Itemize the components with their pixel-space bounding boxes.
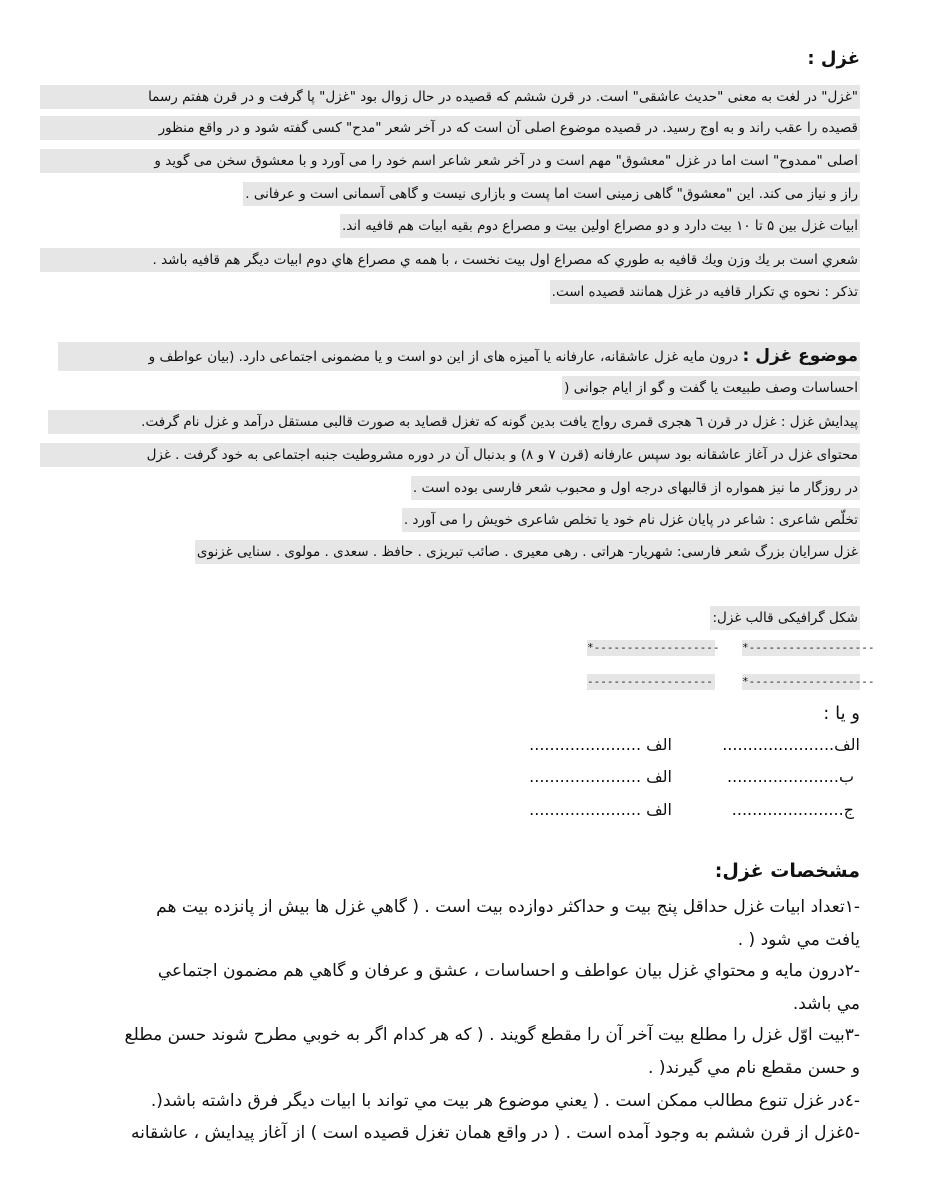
subject-text: درون مایه غزل عاشقانه، عارفانه یا آمیزه های از این دو است و یا مضمونی اجتماعی دارد. (بیان عواطف و: [148, 349, 743, 365]
paragraph-line: محتوای غزل در آغاز عاشقانه بود سپس عارفانه (قرن ۷ و ۸) و بدنبال آن در دوره مشروطیت جنبه اجتماعی به خود گرفت . غزل: [40, 443, 860, 467]
feature-line: يافت مي شود ( .: [737, 930, 860, 950]
mesra-right: ج......................: [731, 800, 854, 819]
paragraph-line: اصلی "ممدوح" است اما در غزل "معشوق" مهم است و در آخر شعر شاعر اسم خود را می آورد و با معشوق سخن می گوید و: [40, 149, 860, 173]
features-title: مشخصات غزل:: [714, 860, 860, 882]
paragraph-line: تذكر : نحوه ي تكرار قافيه در غزل همانند قصيده است.: [550, 280, 860, 304]
feature-line: و حسن مقطع نام مي گيرند( .: [648, 1058, 860, 1078]
form-dash-line: *-------------------: [742, 675, 875, 688]
mesra-right: الف......................: [722, 735, 860, 754]
mesra-left: الف ......................: [529, 735, 672, 754]
paragraph-line: قصیده را عقب راند و به اوج رسید. در قصیده موضوع اصلی آن است که در آخر شعر "مدح" کسی گفته شود و در واقع منظور: [40, 116, 860, 140]
mesra-left: الف ......................: [529, 767, 672, 786]
form-dash-line: *-------------------: [742, 641, 875, 654]
paragraph-line: راز و نیاز می کند. این "معشوق" گاهی زمینی است اما پست و بازاری نیست و گاهی آسمانی است و عرفانی .: [243, 182, 860, 206]
feature-line: مي باشد.: [792, 994, 860, 1014]
mesra-left: الف ......................: [529, 800, 672, 819]
feature-line: -٢درون مايه و محتواي غزل بيان عواطف و احساسات ، عشق و عرفان و گاهي هم مضمون اجتماعي: [157, 961, 860, 981]
paragraph-line: پیدایش غزل : غزل در قرن ٦ هجری قمری رواج یافت بدین گونه که تغزل قصاید به صورت قالبی مستقل درآمد و غزل نام گرفت.: [48, 410, 860, 434]
paragraph-line: شعري است بر يك وزن ويك قافيه به طوري كه مصراع اول بيت نخست ، با همه ي مصراع هاي دوم ابيات ديگر هم قافيه باشد .: [40, 248, 860, 272]
form-dash-line: -------------------: [587, 674, 715, 690]
paragraph-line: غزل سرایان بزرگ شعر فارسی: شهریار- هراتی . رهی معیری . صائب تبریزی . حافظ . سعدی . مولوی . سنایی غزنوی: [195, 540, 860, 564]
feature-line: -٥غزل از قرن ششم به وجود آمده است . ( در واقع همان تغزل قصيده است ) از آغاز پيدايش ، عاشقانه: [131, 1123, 860, 1143]
paragraph-line: در روزگار ما نیز همواره از قالبهای درجه اول و محبوب شعر فارسی بوده است .: [411, 476, 860, 500]
or-label: و یا :: [823, 703, 860, 724]
paragraph-line: تخلّص شاعری : شاعر در پایان غزل نام خود یا تخلص شاعری خویش را می آورد .: [402, 508, 860, 532]
subject-line: [58, 342, 860, 371]
mesra-right: ب......................: [727, 767, 854, 786]
paragraph-line: "غزل" در لغت به معنی "حدیث عاشقی" است. در قرن ششم که قصیده در حال زوال بود "غزل" پا گرفت و در قرن هفتم رسما: [40, 85, 860, 109]
paragraph-line: احساسات وصف طبیعت یا گفت و گو از ایام جوانی (: [562, 376, 860, 400]
section-subject-title: موضوع غزل :: [742, 346, 858, 366]
feature-line: -٣بيت اوّل غزل را مطلع بيت آخر آن را مقطع گويند . ( كه هر كدام اگر به خوبي مطرح شوند حسن مطلع: [124, 1025, 860, 1045]
feature-line: -٤در غزل تنوع مطالب ممكن است . ( يعني موضوع هر بيت مي تواند با ابيات ديگر فرق داشته باشد(.: [150, 1091, 860, 1111]
paragraph-line: ابیات غزل بین ۵ تا ۱۰ بیت دارد و دو مصراع اولین بیت و مصراع دوم بقیه ابیات هم قافیه اند.: [340, 214, 860, 238]
feature-line: -١تعداد ابيات غزل حداقل پنج بيت و حداكثر دوازده بيت است . ( گاهي غزل ها بيش از پانزده بيت هم: [156, 897, 860, 917]
form-title: شکل گرافیکی قالب غزل:: [710, 606, 860, 630]
form-dash-line: *-------------------: [587, 641, 720, 654]
section-ghazal-title: غزل :: [807, 48, 860, 69]
